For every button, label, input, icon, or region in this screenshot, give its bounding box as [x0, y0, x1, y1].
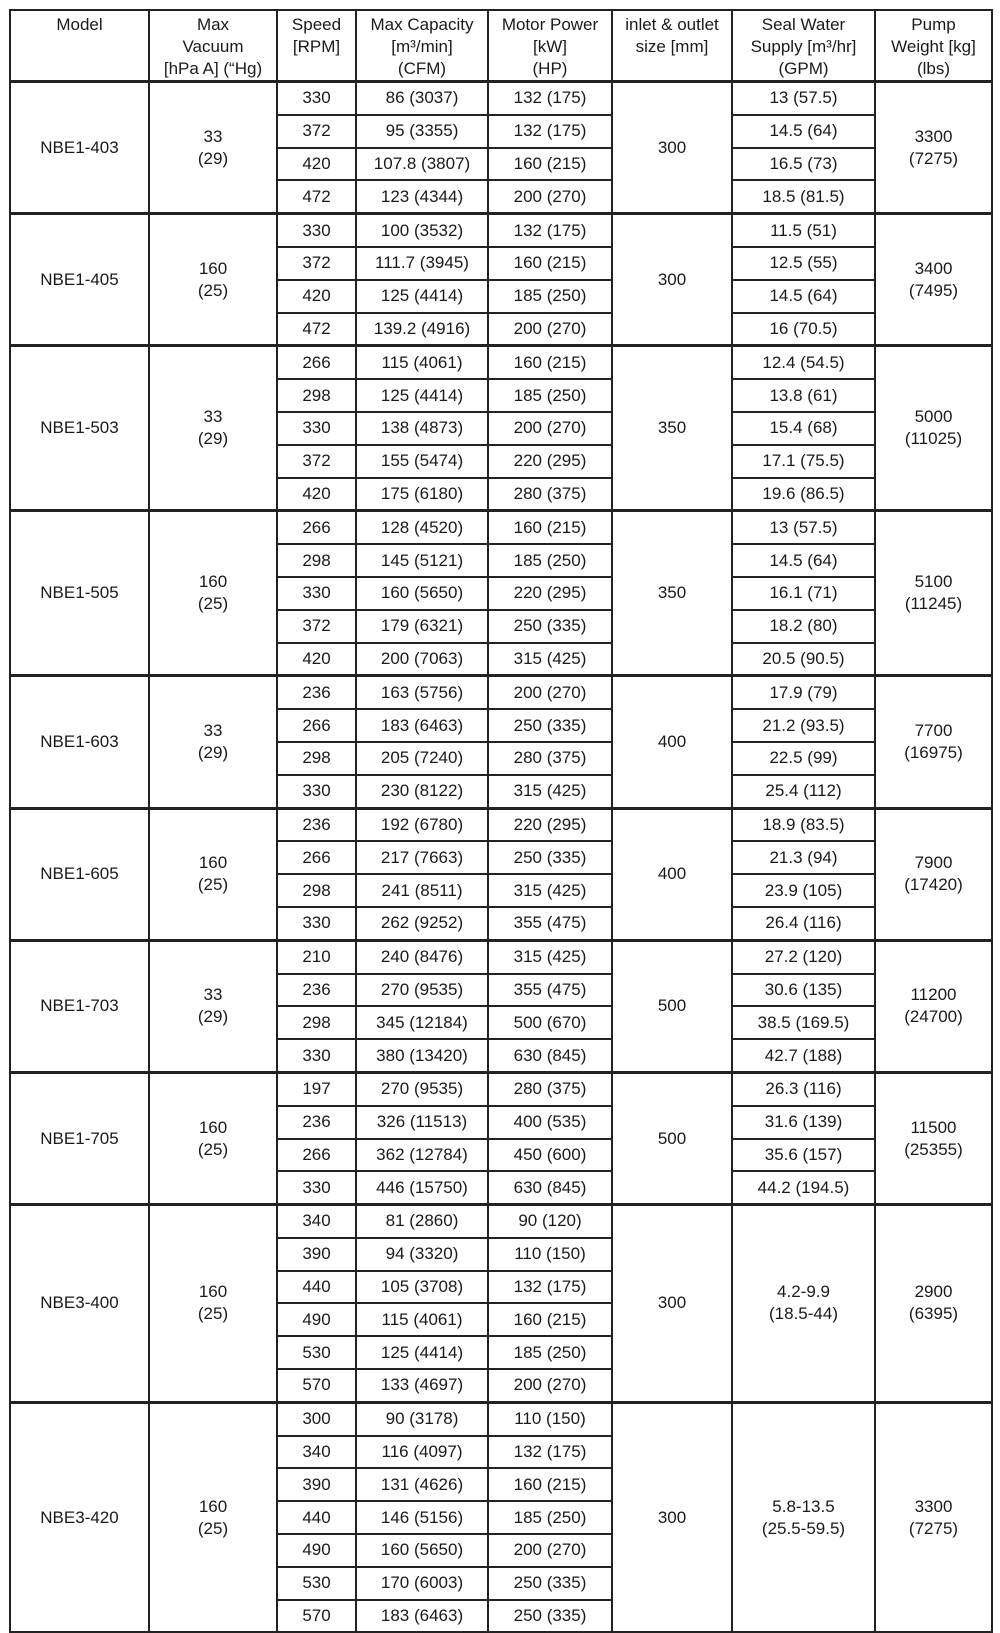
max-vacuum-cell: 160 (25) [149, 808, 277, 940]
model-cell: NBE1-405 [10, 214, 149, 346]
speed-cell: 472 [277, 180, 356, 213]
seal-water-cell: 23.9 (105) [732, 874, 875, 907]
max-capacity-cell: 205 (7240) [356, 742, 488, 775]
speed-cell: 530 [277, 1336, 356, 1369]
speed-cell: 266 [277, 841, 356, 874]
speed-cell: 570 [277, 1369, 356, 1402]
max-capacity-cell: 175 (6180) [356, 478, 488, 511]
motor-power-cell: 250 (335) [488, 1600, 612, 1633]
max-vacuum-cell: 33 (29) [149, 940, 277, 1072]
motor-power-cell: 90 (120) [488, 1205, 612, 1238]
max-capacity-cell: 146 (5156) [356, 1501, 488, 1534]
motor-power-cell: 200 (270) [488, 412, 612, 445]
table-row [10, 82, 992, 115]
motor-power-cell: 160 (215) [488, 1468, 612, 1501]
header-row [10, 10, 992, 82]
speed-cell: 330 [277, 214, 356, 247]
table-row [10, 1402, 992, 1435]
max-capacity-cell: 446 (15750) [356, 1171, 488, 1204]
pump-weight-cell: 11500 (25355) [875, 1072, 992, 1204]
seal-water-cell: 14.5 (64) [732, 544, 875, 577]
motor-power-cell: 315 (425) [488, 874, 612, 907]
max-capacity-cell: 262 (9252) [356, 907, 488, 940]
max-capacity-cell: 81 (2860) [356, 1205, 488, 1238]
motor-power-cell: 132 (175) [488, 1436, 612, 1469]
model-cell: NBE1-603 [10, 676, 149, 808]
model-cell: NBE1-503 [10, 346, 149, 511]
motor-power-cell: 355 (475) [488, 974, 612, 1007]
max-vacuum-cell: 160 (25) [149, 214, 277, 346]
max-capacity-cell: 270 (9535) [356, 1072, 488, 1105]
seal-water-cell: 16.1 (71) [732, 577, 875, 610]
pump-weight-cell: 3400 (7495) [875, 214, 992, 346]
model-cell: NBE1-605 [10, 808, 149, 940]
speed-cell: 298 [277, 742, 356, 775]
max-capacity-cell: 179 (6321) [356, 610, 488, 643]
motor-power-cell: 132 (175) [488, 82, 612, 115]
seal-water-cell: 26.4 (116) [732, 907, 875, 940]
max-capacity-cell: 111.7 (3945) [356, 247, 488, 280]
motor-power-cell: 400 (535) [488, 1106, 612, 1139]
pump-weight-cell: 2900 (6395) [875, 1205, 992, 1403]
max-capacity-cell: 86 (3037) [356, 82, 488, 115]
speed-cell: 298 [277, 1006, 356, 1039]
inlet-outlet-cell: 300 [612, 214, 732, 346]
speed-cell: 340 [277, 1205, 356, 1238]
speed-cell: 490 [277, 1534, 356, 1567]
max-capacity-cell: 183 (6463) [356, 1600, 488, 1633]
motor-power-cell: 160 (215) [488, 511, 612, 544]
speed-cell: 390 [277, 1238, 356, 1271]
motor-power-cell: 185 (250) [488, 280, 612, 313]
seal-water-cell: 13 (57.5) [732, 82, 875, 115]
max-capacity-cell: 240 (8476) [356, 940, 488, 973]
motor-power-cell: 280 (375) [488, 1072, 612, 1105]
speed-cell: 472 [277, 313, 356, 346]
motor-power-cell: 185 (250) [488, 1336, 612, 1369]
seal-water-cell: 30.6 (135) [732, 974, 875, 1007]
motor-power-cell: 110 (150) [488, 1238, 612, 1271]
max-capacity-cell: 95 (3355) [356, 115, 488, 148]
motor-power-cell: 220 (295) [488, 808, 612, 841]
table-row [10, 1205, 992, 1238]
max-vacuum-cell: 160 (25) [149, 511, 277, 676]
seal-water-cell: 17.9 (79) [732, 676, 875, 709]
inlet-outlet-cell: 400 [612, 676, 732, 808]
motor-power-cell: 220 (295) [488, 577, 612, 610]
seal-water-cell: 18.9 (83.5) [732, 808, 875, 841]
motor-power-cell: 160 (215) [488, 148, 612, 181]
max-capacity-cell: 133 (4697) [356, 1369, 488, 1402]
seal-water-cell: 18.5 (81.5) [732, 180, 875, 213]
speed-cell: 298 [277, 379, 356, 412]
speed-cell: 372 [277, 115, 356, 148]
motor-power-cell: 250 (335) [488, 709, 612, 742]
motor-power-cell: 450 (600) [488, 1139, 612, 1172]
seal-water-cell: 11.5 (51) [732, 214, 875, 247]
max-capacity-cell: 217 (7663) [356, 841, 488, 874]
speed-cell: 330 [277, 907, 356, 940]
motor-power-cell: 200 (270) [488, 1534, 612, 1567]
max-capacity-cell: 100 (3532) [356, 214, 488, 247]
pump-weight-cell: 5100 (11245) [875, 511, 992, 676]
speed-cell: 300 [277, 1402, 356, 1435]
speed-cell: 298 [277, 874, 356, 907]
max-capacity-cell: 123 (4344) [356, 180, 488, 213]
seal-water-cell: 14.5 (64) [732, 115, 875, 148]
inlet-outlet-cell: 350 [612, 346, 732, 511]
seal-water-cell: 13 (57.5) [732, 511, 875, 544]
seal-water-cell: 22.5 (99) [732, 742, 875, 775]
max-capacity-cell: 230 (8122) [356, 775, 488, 808]
motor-power-cell: 250 (335) [488, 1567, 612, 1600]
speed-cell: 490 [277, 1303, 356, 1336]
speed-cell: 372 [277, 247, 356, 280]
max-vacuum-cell: 33 (29) [149, 82, 277, 214]
seal-water-cell: 27.2 (120) [732, 940, 875, 973]
header-motor-power: Motor Power [kW] (HP) [488, 10, 612, 82]
header-speed: Speed [RPM] [277, 10, 356, 82]
seal-water-cell: 12.5 (55) [732, 247, 875, 280]
seal-water-cell: 17.1 (75.5) [732, 445, 875, 478]
table-body [10, 82, 992, 1633]
seal-water-cell: 44.2 (194.5) [732, 1171, 875, 1204]
motor-power-cell: 200 (270) [488, 180, 612, 213]
motor-power-cell: 132 (175) [488, 214, 612, 247]
motor-power-cell: 500 (670) [488, 1006, 612, 1039]
speed-cell: 420 [277, 643, 356, 676]
motor-power-cell: 315 (425) [488, 775, 612, 808]
max-capacity-cell: 170 (6003) [356, 1567, 488, 1600]
max-capacity-cell: 241 (8511) [356, 874, 488, 907]
max-capacity-cell: 139.2 (4916) [356, 313, 488, 346]
motor-power-cell: 280 (375) [488, 742, 612, 775]
speed-cell: 236 [277, 676, 356, 709]
speed-cell: 236 [277, 974, 356, 1007]
inlet-outlet-cell: 350 [612, 511, 732, 676]
seal-water-cell: 25.4 (112) [732, 775, 875, 808]
motor-power-cell: 315 (425) [488, 643, 612, 676]
speed-cell: 236 [277, 808, 356, 841]
max-capacity-cell: 155 (5474) [356, 445, 488, 478]
model-cell: NBE1-403 [10, 82, 149, 214]
pump-weight-cell: 7900 (17420) [875, 808, 992, 940]
model-cell: NBE3-420 [10, 1402, 149, 1632]
seal-water-cell: 35.6 (157) [732, 1139, 875, 1172]
max-capacity-cell: 125 (4414) [356, 280, 488, 313]
seal-water-cell: 16 (70.5) [732, 313, 875, 346]
motor-power-cell: 132 (175) [488, 1271, 612, 1304]
seal-water-cell: 4.2-9.9 (18.5-44) [732, 1205, 875, 1403]
seal-water-cell: 18.2 (80) [732, 610, 875, 643]
max-vacuum-cell: 160 (25) [149, 1402, 277, 1632]
speed-cell: 266 [277, 709, 356, 742]
header-model: Model [10, 10, 149, 82]
seal-water-cell: 13.8 (61) [732, 379, 875, 412]
speed-cell: 372 [277, 610, 356, 643]
inlet-outlet-cell: 300 [612, 1402, 732, 1632]
motor-power-cell: 220 (295) [488, 445, 612, 478]
pump-weight-cell: 7700 (16975) [875, 676, 992, 808]
speed-cell: 330 [277, 577, 356, 610]
speed-cell: 440 [277, 1271, 356, 1304]
speed-cell: 210 [277, 940, 356, 973]
inlet-outlet-cell: 300 [612, 1205, 732, 1403]
max-vacuum-cell: 160 (25) [149, 1205, 277, 1403]
speed-cell: 570 [277, 1600, 356, 1633]
header-pump-weight: Pump Weight [kg] (lbs) [875, 10, 992, 82]
header-max-capacity: Max Capacity [m³/min] (CFM) [356, 10, 488, 82]
table-row [10, 940, 992, 973]
model-cell: NBE1-505 [10, 511, 149, 676]
inlet-outlet-cell: 500 [612, 940, 732, 1072]
table-row [10, 808, 992, 841]
motor-power-cell: 160 (215) [488, 346, 612, 379]
motor-power-cell: 185 (250) [488, 1501, 612, 1534]
inlet-outlet-cell: 500 [612, 1072, 732, 1204]
motor-power-cell: 200 (270) [488, 1369, 612, 1402]
table-row [10, 346, 992, 379]
seal-water-cell: 21.3 (94) [732, 841, 875, 874]
speed-cell: 330 [277, 1171, 356, 1204]
max-capacity-cell: 160 (5650) [356, 577, 488, 610]
speed-cell: 420 [277, 148, 356, 181]
max-capacity-cell: 125 (4414) [356, 1336, 488, 1369]
motor-power-cell: 630 (845) [488, 1171, 612, 1204]
motor-power-cell: 355 (475) [488, 907, 612, 940]
seal-water-cell: 42.7 (188) [732, 1039, 875, 1072]
seal-water-cell: 20.5 (90.5) [732, 643, 875, 676]
pump-weight-cell: 11200 (24700) [875, 940, 992, 1072]
motor-power-cell: 280 (375) [488, 478, 612, 511]
max-capacity-cell: 200 (7063) [356, 643, 488, 676]
seal-water-cell: 21.2 (93.5) [732, 709, 875, 742]
max-capacity-cell: 138 (4873) [356, 412, 488, 445]
motor-power-cell: 250 (335) [488, 841, 612, 874]
speed-cell: 197 [277, 1072, 356, 1105]
motor-power-cell: 110 (150) [488, 1402, 612, 1435]
max-capacity-cell: 115 (4061) [356, 1303, 488, 1336]
max-capacity-cell: 116 (4097) [356, 1436, 488, 1469]
speed-cell: 266 [277, 511, 356, 544]
speed-cell: 530 [277, 1567, 356, 1600]
max-capacity-cell: 163 (5756) [356, 676, 488, 709]
seal-water-cell: 31.6 (139) [732, 1106, 875, 1139]
seal-water-cell: 14.5 (64) [732, 280, 875, 313]
max-capacity-cell: 115 (4061) [356, 346, 488, 379]
speed-cell: 340 [277, 1436, 356, 1469]
pump-weight-cell: 3300 (7275) [875, 82, 992, 214]
motor-power-cell: 185 (250) [488, 544, 612, 577]
max-capacity-cell: 90 (3178) [356, 1402, 488, 1435]
table-row [10, 214, 992, 247]
speed-cell: 330 [277, 82, 356, 115]
model-cell: NBE3-400 [10, 1205, 149, 1403]
header-max-vacuum: Max Vacuum [hPa A] (“Hg) [149, 10, 277, 82]
max-vacuum-cell: 33 (29) [149, 676, 277, 808]
speed-cell: 330 [277, 412, 356, 445]
speed-cell: 372 [277, 445, 356, 478]
motor-power-cell: 250 (335) [488, 610, 612, 643]
model-cell: NBE1-703 [10, 940, 149, 1072]
motor-power-cell: 315 (425) [488, 940, 612, 973]
max-capacity-cell: 94 (3320) [356, 1238, 488, 1271]
seal-water-cell: 15.4 (68) [732, 412, 875, 445]
max-capacity-cell: 160 (5650) [356, 1534, 488, 1567]
max-capacity-cell: 270 (9535) [356, 974, 488, 1007]
header-seal-water: Seal Water Supply [m³/hr] (GPM) [732, 10, 875, 82]
max-capacity-cell: 183 (6463) [356, 709, 488, 742]
table-row [10, 511, 992, 544]
speed-cell: 330 [277, 775, 356, 808]
motor-power-cell: 132 (175) [488, 115, 612, 148]
model-cell: NBE1-705 [10, 1072, 149, 1204]
max-capacity-cell: 192 (6780) [356, 808, 488, 841]
speed-cell: 266 [277, 1139, 356, 1172]
motor-power-cell: 200 (270) [488, 676, 612, 709]
max-vacuum-cell: 160 (25) [149, 1072, 277, 1204]
max-capacity-cell: 145 (5121) [356, 544, 488, 577]
inlet-outlet-cell: 300 [612, 82, 732, 214]
max-capacity-cell: 105 (3708) [356, 1271, 488, 1304]
speed-cell: 330 [277, 1039, 356, 1072]
max-vacuum-cell: 33 (29) [149, 346, 277, 511]
seal-water-cell: 26.3 (116) [732, 1072, 875, 1105]
speed-cell: 440 [277, 1501, 356, 1534]
pump-weight-cell: 5000 (11025) [875, 346, 992, 511]
motor-power-cell: 630 (845) [488, 1039, 612, 1072]
pump-weight-cell: 3300 (7275) [875, 1402, 992, 1632]
max-capacity-cell: 326 (11513) [356, 1106, 488, 1139]
speed-cell: 266 [277, 346, 356, 379]
speed-cell: 390 [277, 1468, 356, 1501]
header-inlet-outlet: inlet & outlet size [mm] [612, 10, 732, 82]
seal-water-cell: 19.6 (86.5) [732, 478, 875, 511]
seal-water-cell: 38.5 (169.5) [732, 1006, 875, 1039]
pump-spec-table [9, 9, 993, 1633]
max-capacity-cell: 125 (4414) [356, 379, 488, 412]
max-capacity-cell: 362 (12784) [356, 1139, 488, 1172]
speed-cell: 236 [277, 1106, 356, 1139]
max-capacity-cell: 128 (4520) [356, 511, 488, 544]
max-capacity-cell: 380 (13420) [356, 1039, 488, 1072]
table-row [10, 676, 992, 709]
seal-water-cell: 5.8-13.5 (25.5-59.5) [732, 1402, 875, 1632]
max-capacity-cell: 345 (12184) [356, 1006, 488, 1039]
max-capacity-cell: 107.8 (3807) [356, 148, 488, 181]
speed-cell: 420 [277, 478, 356, 511]
speed-cell: 298 [277, 544, 356, 577]
motor-power-cell: 160 (215) [488, 1303, 612, 1336]
max-capacity-cell: 131 (4626) [356, 1468, 488, 1501]
seal-water-cell: 16.5 (73) [732, 148, 875, 181]
table-row [10, 1072, 992, 1105]
motor-power-cell: 160 (215) [488, 247, 612, 280]
speed-cell: 420 [277, 280, 356, 313]
motor-power-cell: 185 (250) [488, 379, 612, 412]
seal-water-cell: 12.4 (54.5) [732, 346, 875, 379]
inlet-outlet-cell: 400 [612, 808, 732, 940]
motor-power-cell: 200 (270) [488, 313, 612, 346]
